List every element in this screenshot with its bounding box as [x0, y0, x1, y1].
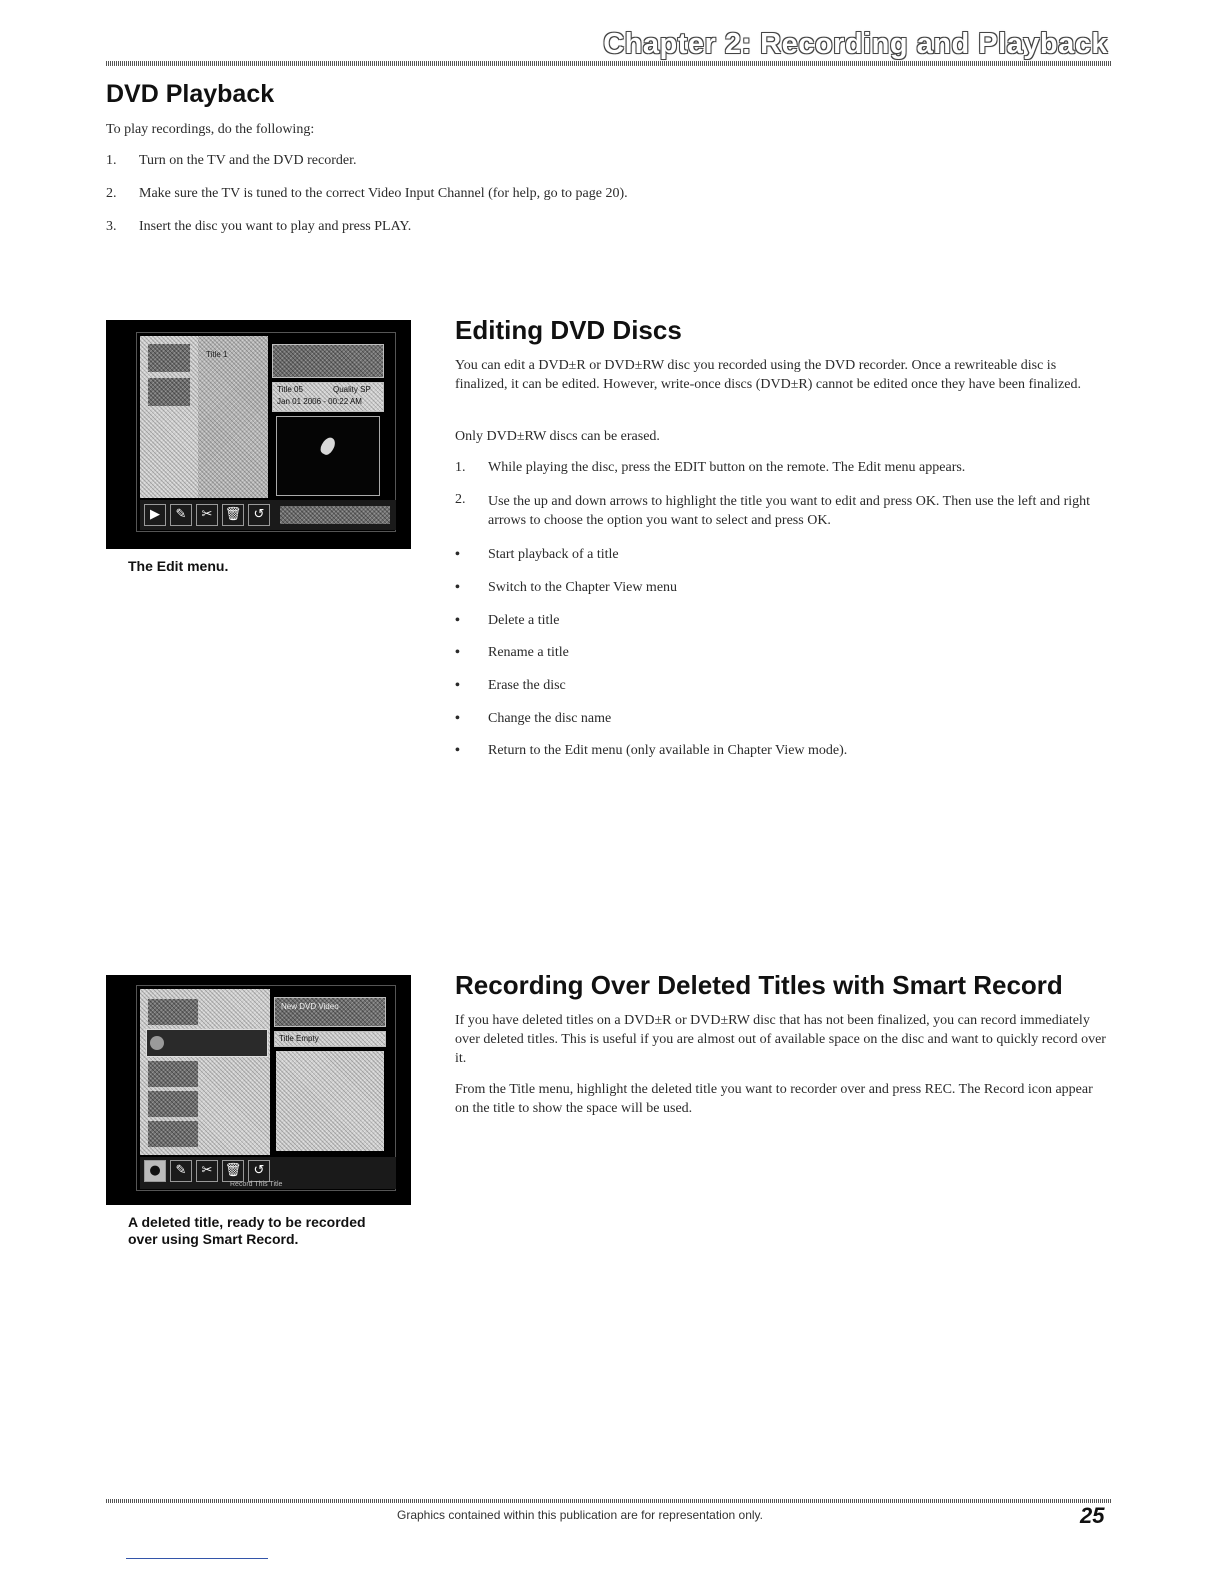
record-icon: [150, 1036, 164, 1050]
edit-menu-screenshot: [106, 320, 411, 549]
dvd-playback-step-3: [106, 217, 411, 236]
caption-line-1: A deleted title, ready to be recorded: [128, 1214, 366, 1230]
smart-record-screenshot: [106, 975, 411, 1205]
title-number-label: Title 05: [277, 385, 303, 394]
editing-bullet-2: [455, 578, 677, 597]
title-thumbnail: [148, 344, 190, 372]
bullet-text: Delete a title: [488, 613, 560, 628]
title-name-column: [198, 336, 268, 498]
title-thumbnail: [148, 1121, 198, 1147]
preview-window: [276, 1051, 384, 1151]
erase-disc-button[interactable]: ↺: [248, 504, 270, 526]
bullet-text: Rename a title: [488, 645, 569, 660]
toolbar-status-area: [280, 506, 390, 524]
deleted-title-row[interactable]: [146, 1029, 268, 1057]
smart-record-paragraph-2: From the Title menu, highlight the deleted title you want to recorder over and press REC. The Record icon appear on the title to show the space will be used.: [455, 1082, 1093, 1116]
bullet-text: Switch to the Chapter View menu: [488, 580, 678, 595]
editing-bullet-3: [455, 611, 560, 630]
editing-paragraph-1: You can edit a DVD±R or DVD±RW disc you recorded using the DVD recorder. Once a rewriteable disc is finalized, it can be edited. However, write-once discs (DVD±R) cannot be edited once they have been finalized.: [455, 358, 1081, 392]
dvd-playback-step-1: [106, 151, 357, 170]
info-header-panel: [272, 344, 384, 378]
title-thumbnail: [148, 1091, 198, 1117]
editing-bullet-4: [455, 643, 569, 662]
edit-toolbar: [140, 500, 396, 530]
title-empty-label: Title Empty: [279, 1034, 319, 1043]
step-text: Use the up and down arrows to highlight the title you want to edit and press OK. Then use the left and right arrows to choose the option you want to select and press OK.: [488, 494, 1091, 528]
footer-note: Graphics contained within this publication are for representation only.: [397, 1508, 763, 1522]
step-number: 1.: [106, 153, 117, 168]
rename-button[interactable]: ✂: [196, 1160, 218, 1182]
play-title-button[interactable]: ▶: [144, 504, 166, 526]
editing-paragraph-2: Only DVD±RW discs can be erased.: [455, 429, 660, 444]
bullet-icon: •: [455, 711, 460, 726]
editing-step-1: [455, 458, 1110, 477]
title-thumbnail: [148, 999, 198, 1025]
editing-bullet-7: [455, 741, 847, 760]
editing-bullet-6: [455, 709, 611, 728]
step-number: 2.: [455, 492, 466, 507]
editing-bullet-1: [455, 545, 619, 564]
erase-disc-button[interactable]: ↺: [248, 1160, 270, 1182]
editing-heading: Editing DVD Discs: [455, 315, 682, 345]
header-rule: [106, 61, 1112, 66]
record-status-label: Record This Title: [230, 1181, 283, 1188]
preview-figure: [318, 435, 337, 457]
info-detail-panel: [272, 382, 384, 412]
bullet-icon: •: [455, 743, 460, 758]
delete-title-button[interactable]: 🗑: [222, 1160, 244, 1182]
bullet-text: Change the disc name: [488, 711, 612, 726]
record-title-button[interactable]: ●: [144, 1160, 166, 1182]
step-text: Turn on the TV and the DVD recorder.: [139, 153, 357, 168]
chapter-view-button[interactable]: ✎: [170, 504, 192, 526]
quality-label: Quality SP: [333, 385, 371, 394]
caption-line-2: over using Smart Record.: [128, 1231, 299, 1247]
bullet-icon: •: [455, 613, 460, 628]
smart-record-caption: [128, 1214, 366, 1248]
page-number: 25: [1080, 1503, 1105, 1528]
info-detail-panel: [274, 1031, 386, 1047]
preview-window: [276, 416, 380, 496]
edit-toolbar: [140, 1157, 396, 1189]
bullet-icon: •: [455, 645, 460, 660]
chapter-view-button[interactable]: ✎: [170, 1160, 192, 1182]
editing-bullet-5: [455, 676, 566, 695]
title-thumbnail: [148, 378, 190, 406]
info-header-panel: [274, 997, 386, 1027]
footer-rule: [106, 1499, 1112, 1503]
bullet-text: Start playback of a title: [488, 547, 619, 562]
bullet-text: Erase the disc: [488, 678, 566, 693]
step-number: 3.: [106, 219, 117, 234]
delete-title-button[interactable]: 🗑: [222, 504, 244, 526]
smart-record-paragraph-1: If you have deleted titles on a DVD±R or DVD±RW disc that has not been finalized, you can record immediately over deleted titles. This is useful if you are almost out of available space on the disc and want to quickly record over it.: [455, 1013, 1106, 1066]
dvd-playback-heading: DVD Playback: [106, 80, 275, 108]
bullet-text: Return to the Edit menu (only available in Chapter View mode).: [488, 743, 848, 758]
edit-menu-caption: The Edit menu.: [128, 558, 229, 574]
smart-record-heading: Recording Over Deleted Titles with Smart Record: [455, 970, 1063, 1000]
bottom-link-line: [126, 1558, 268, 1559]
step-number: 2.: [106, 186, 117, 201]
edit-top-label: Title 1: [206, 350, 228, 359]
chapter-title: Chapter 2: Recording and Playback: [603, 28, 1108, 60]
step-text: Make sure the TV is tuned to the correct Video Input Channel (for help, go to page 20).: [139, 186, 628, 201]
dvd-playback-step-2: [106, 184, 628, 203]
dvd-playback-intro: To play recordings, do the following:: [106, 122, 315, 137]
step-number: 1.: [455, 460, 466, 475]
editing-step-2: [455, 490, 1110, 530]
step-text: While playing the disc, press the EDIT button on the remote. The Edit menu appears.: [488, 460, 966, 475]
title-thumbnail: [148, 1061, 198, 1087]
disc-name-label: New DVD Video: [281, 1002, 339, 1011]
rename-button[interactable]: ✂: [196, 504, 218, 526]
step-text: Insert the disc you want to play and press PLAY.: [139, 219, 412, 234]
bullet-icon: •: [455, 580, 460, 595]
bullet-icon: •: [455, 678, 460, 693]
date-label: Jan 01 2006 - 00:22 AM: [277, 397, 362, 406]
bullet-icon: •: [455, 547, 460, 562]
